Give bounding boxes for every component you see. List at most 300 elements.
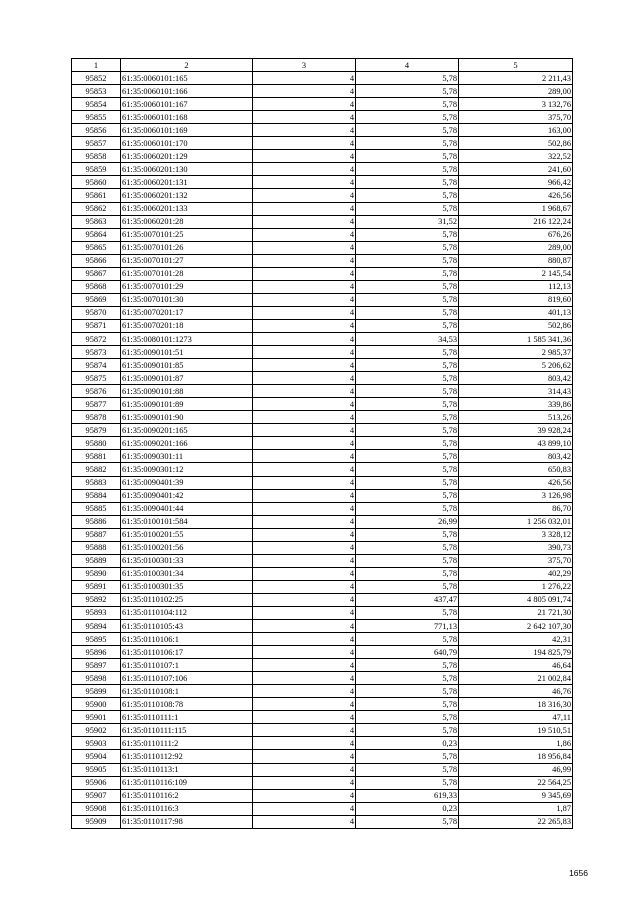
rate-cell: 5,78	[356, 202, 459, 215]
row-number-cell: 95898	[72, 672, 121, 685]
table-row	[72, 580, 573, 593]
row-number-cell: 95909	[72, 815, 121, 828]
table-row	[72, 737, 573, 750]
amount-cell: 513,26	[459, 411, 573, 424]
table-row	[72, 476, 573, 489]
cadastral-number-cell: 61:35:0060201:132	[121, 189, 253, 202]
amount-cell: 9 345,69	[459, 789, 573, 802]
amount-cell: 21 002,84	[459, 672, 573, 685]
rate-cell: 26,99	[356, 515, 459, 528]
row-number-cell: 95890	[72, 567, 121, 580]
rate-cell: 31,52	[356, 215, 459, 228]
category-cell: 4	[253, 137, 356, 150]
cadastral-number-cell: 61:35:0060101:167	[121, 98, 253, 111]
cadastral-number-cell: 61:35:0090201:165	[121, 424, 253, 437]
cadastral-number-cell: 61:35:0060101:170	[121, 137, 253, 150]
rate-cell: 5,78	[356, 685, 459, 698]
category-cell: 4	[253, 293, 356, 306]
table-row	[72, 620, 573, 633]
table-row	[72, 293, 573, 306]
rate-cell: 5,78	[356, 228, 459, 241]
rate-cell: 5,78	[356, 776, 459, 789]
table-row	[72, 85, 573, 98]
amount-cell: 21 721,30	[459, 606, 573, 619]
cadastral-number-cell: 61:35:0100201:55	[121, 528, 253, 541]
rate-cell: 5,78	[356, 437, 459, 450]
cadastral-number-cell: 61:35:0090101:88	[121, 385, 253, 398]
amount-cell: 216 122,24	[459, 215, 573, 228]
rate-cell: 5,78	[356, 606, 459, 619]
cadastral-number-cell: 61:35:0110112:92	[121, 750, 253, 763]
table-row	[72, 489, 573, 502]
table-row	[72, 815, 573, 828]
rate-cell: 5,78	[356, 319, 459, 332]
row-number-cell: 95861	[72, 189, 121, 202]
category-cell: 4	[253, 124, 356, 137]
cadastral-number-cell: 61:35:0110102:25	[121, 593, 253, 606]
row-number-cell: 95868	[72, 280, 121, 293]
header-cell-1: 1	[72, 59, 121, 72]
rate-cell: 5,78	[356, 398, 459, 411]
cadastral-number-cell: 61:35:0090401:44	[121, 502, 253, 515]
rate-cell: 5,78	[356, 124, 459, 137]
cadastral-number-cell: 61:35:0090301:11	[121, 450, 253, 463]
cadastral-number-cell: 61:35:0060201:130	[121, 163, 253, 176]
category-cell: 4	[253, 711, 356, 724]
cadastral-number-cell: 61:35:0110113:1	[121, 763, 253, 776]
amount-cell: 322,52	[459, 150, 573, 163]
table-row	[72, 646, 573, 659]
cadastral-number-cell: 61:35:0100301:34	[121, 567, 253, 580]
row-number-cell: 95856	[72, 124, 121, 137]
table-row	[72, 424, 573, 437]
amount-cell: 375,70	[459, 554, 573, 567]
category-cell: 4	[253, 306, 356, 319]
row-number-cell: 95873	[72, 346, 121, 359]
row-number-cell: 95888	[72, 541, 121, 554]
amount-cell: 4 805 091,74	[459, 593, 573, 606]
row-number-cell: 95894	[72, 620, 121, 633]
category-cell: 4	[253, 815, 356, 828]
category-cell: 4	[253, 437, 356, 450]
table-row	[72, 241, 573, 254]
rate-cell: 437,47	[356, 593, 459, 606]
header-cell-5: 5	[459, 59, 573, 72]
table-row	[72, 359, 573, 372]
rate-cell: 5,78	[356, 489, 459, 502]
amount-cell: 1 276,22	[459, 580, 573, 593]
category-cell: 4	[253, 541, 356, 554]
table-row	[72, 541, 573, 554]
category-cell: 4	[253, 789, 356, 802]
row-number-cell: 95860	[72, 176, 121, 189]
amount-cell: 1 585 341,36	[459, 332, 573, 345]
header-cell-2: 2	[121, 59, 253, 72]
table-row	[72, 593, 573, 606]
rate-cell: 5,78	[356, 724, 459, 737]
amount-cell: 22 265,83	[459, 815, 573, 828]
row-number-cell: 95893	[72, 606, 121, 619]
amount-cell: 241,60	[459, 163, 573, 176]
amount-cell: 3 126,98	[459, 489, 573, 502]
rate-cell: 5,78	[356, 85, 459, 98]
row-number-cell: 95904	[72, 750, 121, 763]
table-row	[72, 267, 573, 280]
category-cell: 4	[253, 580, 356, 593]
amount-cell: 289,00	[459, 85, 573, 98]
table-row	[72, 659, 573, 672]
category-cell: 4	[253, 750, 356, 763]
amount-cell: 819,60	[459, 293, 573, 306]
table-row	[72, 776, 573, 789]
table-row	[72, 332, 573, 345]
row-number-cell: 95872	[72, 332, 121, 345]
cadastral-number-cell: 61:35:0090401:39	[121, 476, 253, 489]
category-cell: 4	[253, 463, 356, 476]
table-row	[72, 515, 573, 528]
cadastral-number-cell: 61:35:0110106:1	[121, 633, 253, 646]
table-row	[72, 724, 573, 737]
amount-cell: 426,56	[459, 476, 573, 489]
rate-cell: 5,78	[356, 633, 459, 646]
row-number-cell: 95876	[72, 385, 121, 398]
rate-cell: 5,78	[356, 241, 459, 254]
amount-cell: 86,70	[459, 502, 573, 515]
table-row	[72, 111, 573, 124]
category-cell: 4	[253, 189, 356, 202]
page-number: 1656	[569, 868, 588, 878]
table-row	[72, 763, 573, 776]
rate-cell: 5,78	[356, 280, 459, 293]
cadastral-number-cell: 61:35:0060101:168	[121, 111, 253, 124]
row-number-cell: 95905	[72, 763, 121, 776]
row-number-cell: 95883	[72, 476, 121, 489]
row-number-cell: 95896	[72, 646, 121, 659]
amount-cell: 803,42	[459, 372, 573, 385]
cadastral-number-cell: 61:35:0080101:1273	[121, 332, 253, 345]
rate-cell: 5,78	[356, 698, 459, 711]
category-cell: 4	[253, 215, 356, 228]
row-number-cell: 95881	[72, 450, 121, 463]
category-cell: 4	[253, 763, 356, 776]
cadastral-number-cell: 61:35:0110108:78	[121, 698, 253, 711]
amount-cell: 401,13	[459, 306, 573, 319]
table-row	[72, 463, 573, 476]
table-row	[72, 228, 573, 241]
table-row	[72, 72, 573, 85]
rate-cell: 619,33	[356, 789, 459, 802]
cadastral-number-cell: 61:35:0090101:51	[121, 346, 253, 359]
rate-cell: 5,78	[356, 476, 459, 489]
row-number-cell: 95899	[72, 685, 121, 698]
rate-cell: 5,78	[356, 98, 459, 111]
row-number-cell: 95874	[72, 359, 121, 372]
data-table	[71, 58, 573, 829]
amount-cell: 163,00	[459, 124, 573, 137]
row-number-cell: 95853	[72, 85, 121, 98]
category-cell: 4	[253, 332, 356, 345]
rate-cell: 0,23	[356, 802, 459, 815]
rate-cell: 5,78	[356, 359, 459, 372]
category-cell: 4	[253, 476, 356, 489]
row-number-cell: 95875	[72, 372, 121, 385]
rate-cell: 5,78	[356, 267, 459, 280]
category-cell: 4	[253, 502, 356, 515]
row-number-cell: 95879	[72, 424, 121, 437]
row-number-cell: 95908	[72, 802, 121, 815]
rate-cell: 5,78	[356, 763, 459, 776]
rate-cell: 5,78	[356, 528, 459, 541]
cadastral-number-cell: 61:35:0110116:109	[121, 776, 253, 789]
amount-cell: 375,70	[459, 111, 573, 124]
row-number-cell: 95877	[72, 398, 121, 411]
rate-cell: 640,79	[356, 646, 459, 659]
amount-cell: 39 928,24	[459, 424, 573, 437]
table-row	[72, 319, 573, 332]
amount-cell: 5 206,62	[459, 359, 573, 372]
category-cell: 4	[253, 685, 356, 698]
cadastral-number-cell: 61:35:0100101:584	[121, 515, 253, 528]
cadastral-number-cell: 61:35:0110106:17	[121, 646, 253, 659]
category-cell: 4	[253, 98, 356, 111]
row-number-cell: 95870	[72, 306, 121, 319]
rate-cell: 5,78	[356, 176, 459, 189]
rate-cell: 5,78	[356, 72, 459, 85]
rate-cell: 5,78	[356, 815, 459, 828]
amount-cell: 502,86	[459, 319, 573, 332]
category-cell: 4	[253, 424, 356, 437]
amount-cell: 18 316,30	[459, 698, 573, 711]
table-row	[72, 672, 573, 685]
cadastral-number-cell: 61:35:0060101:166	[121, 85, 253, 98]
amount-cell: 2 145,54	[459, 267, 573, 280]
cadastral-number-cell: 61:35:0060201:133	[121, 202, 253, 215]
category-cell: 4	[253, 254, 356, 267]
cadastral-number-cell: 61:35:0110107:106	[121, 672, 253, 685]
table-row	[72, 606, 573, 619]
cadastral-number-cell: 61:35:0060201:129	[121, 150, 253, 163]
row-number-cell: 95897	[72, 659, 121, 672]
table-row	[72, 528, 573, 541]
row-number-cell: 95863	[72, 215, 121, 228]
cadastral-number-cell: 61:35:0060101:165	[121, 72, 253, 85]
rate-cell: 5,78	[356, 306, 459, 319]
category-cell: 4	[253, 659, 356, 672]
category-cell: 4	[253, 319, 356, 332]
cadastral-number-cell: 61:35:0090301:12	[121, 463, 253, 476]
table-row	[72, 254, 573, 267]
rate-cell: 5,78	[356, 424, 459, 437]
cadastral-number-cell: 61:35:0110116:2	[121, 789, 253, 802]
cadastral-number-cell: 61:35:0090101:85	[121, 359, 253, 372]
row-number-cell: 95869	[72, 293, 121, 306]
category-cell: 4	[253, 372, 356, 385]
header-cell-4: 4	[356, 59, 459, 72]
header-cell-3: 3	[253, 59, 356, 72]
row-number-cell: 95895	[72, 633, 121, 646]
cadastral-number-cell: 61:35:0070201:18	[121, 319, 253, 332]
table-row	[72, 502, 573, 515]
row-number-cell: 95866	[72, 254, 121, 267]
row-number-cell: 95857	[72, 137, 121, 150]
table-row	[72, 150, 573, 163]
category-cell: 4	[253, 737, 356, 750]
rate-cell: 5,78	[356, 672, 459, 685]
amount-cell: 966,42	[459, 176, 573, 189]
cadastral-number-cell: 61:35:0060101:169	[121, 124, 253, 137]
amount-cell: 112,13	[459, 280, 573, 293]
category-cell: 4	[253, 606, 356, 619]
row-number-cell: 95854	[72, 98, 121, 111]
amount-cell: 1,87	[459, 802, 573, 815]
category-cell: 4	[253, 267, 356, 280]
amount-cell: 1 256 032,01	[459, 515, 573, 528]
amount-cell: 2 642 107,30	[459, 620, 573, 633]
table-row	[72, 411, 573, 424]
table-row	[72, 372, 573, 385]
row-number-cell: 95882	[72, 463, 121, 476]
category-cell: 4	[253, 176, 356, 189]
row-number-cell: 95878	[72, 411, 121, 424]
table-row	[72, 789, 573, 802]
table-row	[72, 306, 573, 319]
table-row	[72, 750, 573, 763]
rate-cell: 5,78	[356, 385, 459, 398]
cadastral-number-cell: 61:35:0060201:131	[121, 176, 253, 189]
amount-cell: 1 968,67	[459, 202, 573, 215]
row-number-cell: 95892	[72, 593, 121, 606]
amount-cell: 3 328,12	[459, 528, 573, 541]
amount-cell: 46,64	[459, 659, 573, 672]
cadastral-number-cell: 61:35:0110117:98	[121, 815, 253, 828]
category-cell: 4	[253, 385, 356, 398]
row-number-cell: 95862	[72, 202, 121, 215]
row-number-cell: 95885	[72, 502, 121, 515]
table-row	[72, 685, 573, 698]
category-cell: 4	[253, 202, 356, 215]
rate-cell: 5,78	[356, 111, 459, 124]
category-cell: 4	[253, 620, 356, 633]
amount-cell: 43 899,10	[459, 437, 573, 450]
category-cell: 4	[253, 359, 356, 372]
cadastral-number-cell: 61:35:0110105:43	[121, 620, 253, 633]
category-cell: 4	[253, 228, 356, 241]
table-row	[72, 124, 573, 137]
table-row	[72, 698, 573, 711]
amount-cell: 22 564,25	[459, 776, 573, 789]
amount-cell: 803,42	[459, 450, 573, 463]
amount-cell: 1,86	[459, 737, 573, 750]
amount-cell: 314,43	[459, 385, 573, 398]
rate-cell: 5,78	[356, 346, 459, 359]
table-header	[72, 59, 573, 72]
rate-cell: 5,78	[356, 750, 459, 763]
cadastral-number-cell: 61:35:0100201:56	[121, 541, 253, 554]
amount-cell: 426,56	[459, 189, 573, 202]
table-row	[72, 215, 573, 228]
table-row	[72, 554, 573, 567]
row-number-cell: 95871	[72, 319, 121, 332]
table-row	[72, 398, 573, 411]
cadastral-number-cell: 61:35:0110111:115	[121, 724, 253, 737]
rate-cell: 5,78	[356, 567, 459, 580]
table-row	[72, 137, 573, 150]
amount-cell: 880,87	[459, 254, 573, 267]
rate-cell: 5,78	[356, 450, 459, 463]
cadastral-number-cell: 61:35:0110111:1	[121, 711, 253, 724]
category-cell: 4	[253, 72, 356, 85]
row-number-cell: 95887	[72, 528, 121, 541]
cadastral-number-cell: 61:35:0070101:28	[121, 267, 253, 280]
row-number-cell: 95855	[72, 111, 121, 124]
amount-cell: 676,26	[459, 228, 573, 241]
category-cell: 4	[253, 515, 356, 528]
amount-cell: 3 132,76	[459, 98, 573, 111]
row-number-cell: 95852	[72, 72, 121, 85]
rate-cell: 5,78	[356, 580, 459, 593]
amount-cell: 289,00	[459, 241, 573, 254]
amount-cell: 19 510,51	[459, 724, 573, 737]
amount-cell: 47,11	[459, 711, 573, 724]
category-cell: 4	[253, 724, 356, 737]
amount-cell: 42,31	[459, 633, 573, 646]
table-row	[72, 633, 573, 646]
rate-cell: 5,78	[356, 372, 459, 385]
category-cell: 4	[253, 489, 356, 502]
table-row	[72, 346, 573, 359]
table-row	[72, 711, 573, 724]
row-number-cell: 95900	[72, 698, 121, 711]
row-number-cell: 95880	[72, 437, 121, 450]
category-cell: 4	[253, 633, 356, 646]
cadastral-number-cell: 61:35:0090101:87	[121, 372, 253, 385]
row-number-cell: 95864	[72, 228, 121, 241]
rate-cell: 5,78	[356, 163, 459, 176]
row-number-cell: 95907	[72, 789, 121, 802]
cadastral-number-cell: 61:35:0110111:2	[121, 737, 253, 750]
rate-cell: 0,23	[356, 737, 459, 750]
table-row	[72, 450, 573, 463]
cadastral-number-cell: 61:35:0100301:33	[121, 554, 253, 567]
cadastral-number-cell: 61:35:0070101:27	[121, 254, 253, 267]
rate-cell: 5,78	[356, 137, 459, 150]
row-number-cell: 95884	[72, 489, 121, 502]
row-number-cell: 95902	[72, 724, 121, 737]
table-row	[72, 437, 573, 450]
table-row	[72, 567, 573, 580]
category-cell: 4	[253, 528, 356, 541]
category-cell: 4	[253, 450, 356, 463]
cadastral-number-cell: 61:35:0070101:26	[121, 241, 253, 254]
rate-cell: 5,78	[356, 411, 459, 424]
row-number-cell: 95886	[72, 515, 121, 528]
row-number-cell: 95901	[72, 711, 121, 724]
table-row	[72, 98, 573, 111]
amount-cell: 339,86	[459, 398, 573, 411]
cadastral-number-cell: 61:35:0090101:89	[121, 398, 253, 411]
table-row	[72, 385, 573, 398]
cadastral-number-cell: 61:35:0090101:90	[121, 411, 253, 424]
rate-cell: 34,53	[356, 332, 459, 345]
cadastral-number-cell: 61:35:0110116:3	[121, 802, 253, 815]
category-cell: 4	[253, 802, 356, 815]
header-row	[72, 59, 573, 72]
category-cell: 4	[253, 698, 356, 711]
cadastral-number-cell: 61:35:0110107:1	[121, 659, 253, 672]
category-cell: 4	[253, 398, 356, 411]
amount-cell: 2 985,37	[459, 346, 573, 359]
category-cell: 4	[253, 150, 356, 163]
